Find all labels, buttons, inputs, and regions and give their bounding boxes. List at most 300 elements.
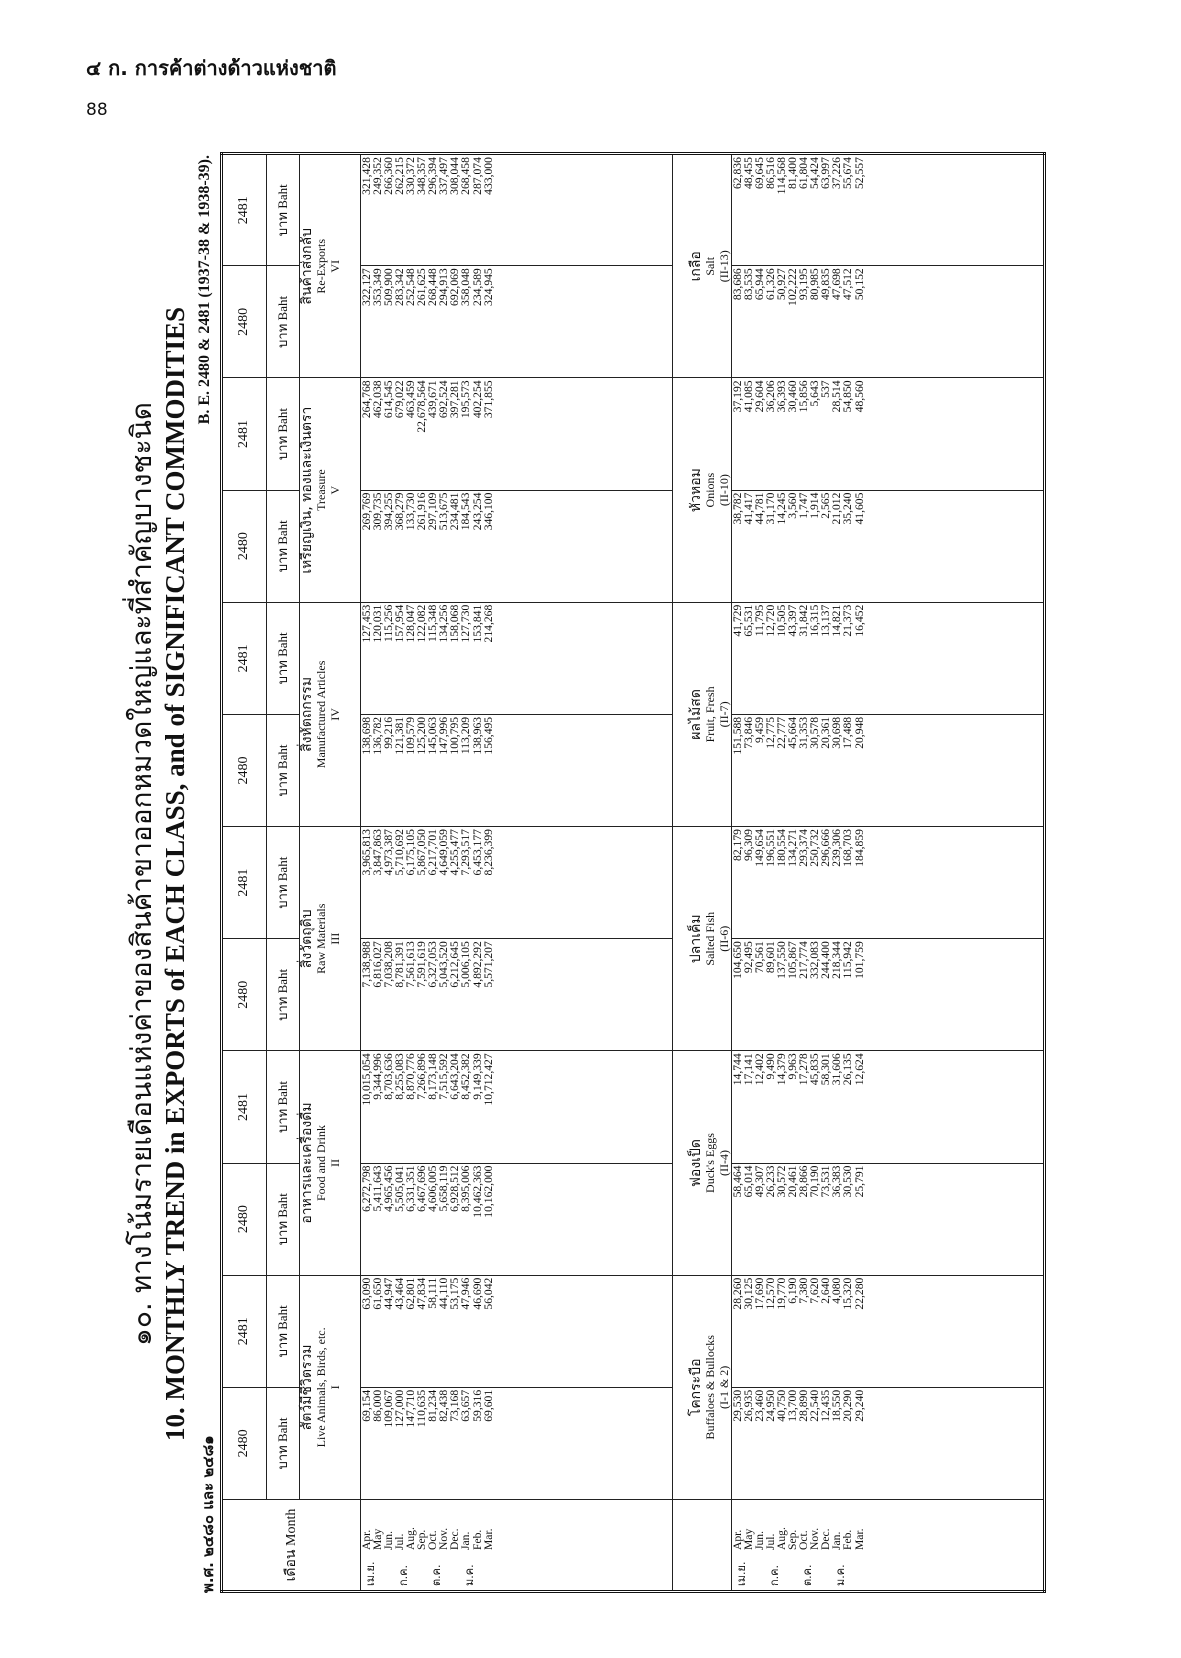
value: 30,530: [841, 1165, 855, 1198]
year-header: 2481: [222, 602, 267, 714]
class-number: V: [327, 485, 342, 495]
value: 37,192: [730, 380, 744, 413]
value: 268,448: [426, 268, 440, 306]
value: 47,698: [830, 268, 844, 301]
value: 134,271: [786, 829, 799, 867]
value: 29,530: [730, 1389, 744, 1422]
value: 80,985: [808, 268, 822, 301]
value: 73,531: [819, 1165, 833, 1198]
value: 9,490: [763, 1053, 777, 1080]
value: 353,349: [370, 268, 384, 306]
value: 58,301: [819, 1053, 833, 1086]
value: 69,601: [481, 1389, 495, 1422]
value: 73,168: [448, 1389, 462, 1422]
value: 147,996: [437, 716, 451, 755]
commodity-name-english: Onions: [702, 472, 717, 508]
value: 37,226: [830, 157, 844, 190]
value: 692,524: [437, 380, 451, 419]
value: 397,281: [448, 380, 462, 419]
class-name-thai: สิ่งวัตถุดิบ: [298, 909, 315, 969]
quarter-label: ม.ค.: [463, 1564, 477, 1586]
year-header: 2481: [222, 1275, 267, 1387]
value: 16,315: [808, 604, 822, 637]
value: 239,306: [830, 829, 844, 867]
value: 69,645: [752, 157, 766, 190]
value: 138,698: [359, 716, 373, 755]
value: 195,573: [459, 380, 473, 419]
value: 29,240: [852, 1389, 866, 1422]
value: 10,015,054: [359, 1053, 373, 1106]
value: 7,561,613: [403, 941, 417, 988]
value: 70,561: [752, 941, 766, 974]
value: 13,137: [819, 604, 833, 637]
month-label: Nov.: [808, 1527, 822, 1550]
value: 293,374: [797, 829, 811, 867]
month-label: Jan.: [459, 1531, 473, 1550]
value: 12,402: [752, 1053, 766, 1086]
value: 50,927: [774, 268, 788, 301]
value: 149,654: [752, 829, 766, 867]
value: 70,190: [808, 1165, 822, 1198]
year-header: 2480: [222, 490, 267, 602]
value: 332,083: [808, 941, 822, 979]
value: 243,254: [470, 492, 484, 531]
value: 8,255,083: [392, 1053, 406, 1100]
year-header-row: [222, 154, 267, 1592]
class-name-thai: อาหารและเครื่องดื่ม: [298, 1102, 315, 1224]
month-label: Apr.: [730, 1529, 744, 1550]
value: 41,417: [741, 492, 755, 525]
value: 63,997: [819, 157, 833, 190]
value: 7,266,896: [415, 1053, 429, 1100]
value: 115,256: [381, 604, 395, 642]
value: 36,393: [774, 380, 788, 413]
year-header: 2480: [222, 1387, 267, 1499]
value: 12,570: [763, 1277, 777, 1310]
value: 22,678,564: [415, 380, 429, 433]
unit-label: บาท Baht: [266, 1163, 299, 1275]
value: 65,014: [741, 1165, 755, 1198]
class-number: II: [327, 1159, 342, 1168]
value: 128,047: [403, 604, 417, 643]
value: 25,791: [852, 1165, 866, 1198]
values-2481: [731, 827, 1044, 939]
unit-label: บาท Baht: [266, 154, 299, 266]
value: 46,690: [470, 1277, 484, 1310]
month-header-thai: เดือน: [283, 1549, 300, 1582]
value: 296,394: [426, 157, 440, 195]
class-number: III: [327, 932, 342, 945]
value: 269,769: [359, 492, 373, 531]
class-header: [299, 154, 360, 378]
commodity-code: (II-7): [716, 701, 731, 728]
values-2480: [360, 266, 672, 378]
year-header: 2481: [222, 1051, 267, 1163]
value: 109,579: [403, 716, 417, 755]
value: 120,031: [370, 604, 384, 643]
value: 6,816,027: [370, 941, 384, 988]
value: 48,455: [741, 157, 755, 190]
month-label: May: [370, 1528, 384, 1550]
value: 102,222: [786, 268, 799, 306]
value: 127,730: [459, 604, 473, 643]
year-header: 2481: [222, 154, 267, 266]
values-2481: [360, 1051, 672, 1163]
value: 4,973,387: [381, 829, 395, 876]
value: 89,601: [763, 941, 777, 974]
value: 82,179: [730, 829, 744, 861]
quarter-label: ต.ค.: [801, 1564, 815, 1586]
value: 121,381: [392, 716, 406, 755]
values-2480: [360, 939, 672, 1051]
value: 234,481: [448, 492, 462, 531]
value: 15,856: [797, 380, 811, 413]
class-header: [299, 827, 360, 1051]
commodity-code: (II-4): [716, 1150, 731, 1177]
value: 462,038: [370, 380, 384, 419]
class-name-row: [299, 154, 360, 1592]
value: 5,043,520: [437, 941, 451, 988]
year-header: 2481: [222, 827, 267, 939]
month-label: Oct.: [426, 1530, 440, 1550]
value: 371,855: [481, 380, 495, 419]
month-label: May: [741, 1528, 755, 1550]
values-2480: [731, 1163, 1044, 1275]
value: 168,703: [841, 829, 855, 867]
value: 537: [819, 380, 833, 398]
commodity-name-english: Buffaloes & Bullocks: [702, 1335, 717, 1440]
class-number: I: [327, 1385, 342, 1390]
year-header: 2480: [222, 1163, 267, 1275]
value: 133,730: [403, 492, 417, 531]
value: 266,360: [381, 157, 395, 195]
commodity-header: [672, 378, 731, 602]
value: 7,620: [808, 1277, 822, 1304]
value: 153,841: [470, 604, 484, 643]
values-2480: [731, 490, 1044, 602]
value: 81,400: [786, 157, 799, 190]
value: 5,006,105: [459, 941, 473, 988]
class-data-row: [360, 154, 672, 1592]
value: 4,649,059: [437, 829, 451, 876]
class-name-english: Re-Exports: [313, 238, 328, 294]
value: 157,954: [392, 604, 406, 643]
commodity-code: (II-13): [716, 250, 731, 283]
value: 22,777: [774, 716, 788, 749]
quarter-label: ม.ค.: [834, 1564, 848, 1586]
quarter-label: เม.ย.: [734, 1561, 748, 1586]
value: 61,650: [370, 1277, 384, 1310]
value: 9,459: [752, 716, 766, 743]
value: 63,657: [459, 1389, 473, 1422]
month-cell: [360, 1500, 672, 1592]
unit-label: บาท Baht: [266, 714, 299, 826]
value: 83,535: [741, 268, 755, 301]
value: 8,781,391: [392, 941, 406, 988]
value: 12,435: [819, 1389, 833, 1422]
value: 127,453: [359, 604, 373, 643]
month-label: Jun.: [752, 1530, 766, 1550]
value: 4,965,456: [381, 1165, 395, 1212]
value: 20,948: [852, 716, 866, 749]
value: 252,548: [403, 268, 417, 306]
value: 5,867,050: [415, 829, 429, 876]
value: 1,747: [797, 492, 811, 519]
commodity-header: [672, 827, 731, 1051]
unit-label: บาท Baht: [266, 602, 299, 714]
value: 439,671: [426, 380, 440, 419]
value: 73,846: [741, 716, 755, 749]
value: 322,127: [359, 268, 373, 306]
value: 250,732: [808, 829, 822, 867]
commodity-month-spacer: [672, 1500, 731, 1592]
month-header-english: Month: [284, 1508, 300, 1550]
value: 17,141: [741, 1053, 755, 1086]
value: 26,233: [763, 1165, 777, 1198]
unit-label: บาท Baht: [266, 490, 299, 602]
value: 180,554: [774, 829, 788, 867]
value: 6,212,645: [448, 941, 462, 988]
value: 346,100: [481, 492, 495, 531]
value: 127,000: [392, 1389, 406, 1428]
value: 17,278: [797, 1053, 811, 1086]
value: 324,945: [481, 268, 495, 306]
quarter-label: ก.ค.: [396, 1564, 410, 1586]
class-header: [299, 602, 360, 826]
value: 218,344: [830, 941, 844, 979]
quarter-label: ต.ค.: [430, 1564, 444, 1586]
value: 20,290: [841, 1389, 855, 1422]
value: 3,965,813: [359, 829, 373, 876]
value: 5,571,207: [481, 941, 495, 988]
value: 115,942: [841, 941, 855, 979]
value: 30,578: [808, 716, 822, 749]
value: 14,245: [774, 492, 788, 525]
value: 113,209: [459, 716, 473, 755]
value: 283,342: [392, 268, 406, 306]
value: 6,467,696: [415, 1165, 429, 1212]
value: 19,770: [774, 1277, 788, 1310]
value: 330,372: [403, 157, 417, 195]
value: 101,759: [852, 941, 866, 979]
value: 2,565: [819, 492, 833, 519]
value: 54,424: [808, 157, 822, 190]
value: 8,703,636: [381, 1053, 395, 1100]
value: 99,216: [381, 716, 395, 749]
quarter-label: ก.ค.: [767, 1564, 781, 1586]
month-label: Feb.: [841, 1529, 855, 1550]
commodity-name-english: Salted Fish: [702, 911, 717, 966]
value: 6,175,105: [403, 829, 417, 876]
value: 5,658,119: [437, 1165, 451, 1212]
values-2480: [360, 1163, 672, 1275]
value: 61,326: [763, 268, 777, 301]
commodity-header: [672, 1275, 731, 1499]
value: 41,605: [852, 492, 866, 525]
value: 13,700: [786, 1389, 799, 1422]
value: 61,804: [797, 157, 811, 190]
quarter-label: เม.ย.: [363, 1561, 377, 1586]
value: 114,568: [774, 157, 788, 195]
month-label: Jul.: [392, 1533, 406, 1550]
value: 12,775: [763, 716, 777, 749]
year-header: 2481: [222, 378, 267, 490]
year-header: 2480: [222, 939, 267, 1051]
values-2481: [731, 1275, 1044, 1387]
year-header: 2480: [222, 714, 267, 826]
table-title-english: 10. MONTHLY TREND in EXPORTS of EACH CLASS, and of SIGNIFICANT COMMODITIES: [160, 307, 190, 1442]
commodity-header: [672, 154, 731, 378]
value: 49,835: [819, 268, 833, 301]
value: 6,453,177: [470, 829, 484, 876]
rotated-table-sheet: [120, 155, 1050, 1593]
value: 47,512: [841, 268, 855, 301]
value: 59,316: [470, 1389, 484, 1422]
values-2481: [360, 827, 672, 939]
value: 214,268: [481, 604, 495, 643]
value: 614,545: [381, 380, 395, 419]
value: 264,768: [359, 380, 373, 419]
class-number: IV: [327, 708, 342, 721]
value: 31,353: [797, 716, 811, 749]
value: 6,217,701: [426, 829, 440, 876]
value: 3,560: [786, 492, 799, 519]
value: 45,664: [786, 716, 799, 749]
value: 12,624: [852, 1053, 866, 1086]
value: 134,256: [437, 604, 451, 643]
value: 30,572: [774, 1165, 788, 1198]
value: 69,154: [359, 1389, 373, 1422]
value: 679,022: [392, 380, 406, 419]
value: 47,946: [459, 1277, 473, 1310]
value: 44,781: [752, 492, 766, 525]
value: 26,935: [741, 1389, 755, 1422]
value: 38,782: [730, 492, 744, 525]
month-label: Dec.: [819, 1528, 833, 1550]
value: 5,411,643: [370, 1165, 384, 1212]
value: 18,550: [830, 1389, 844, 1422]
commodity-code: (II-10): [716, 474, 731, 507]
commodity-data-row: [731, 154, 1044, 1592]
value: 110,635: [415, 1389, 429, 1428]
values-2480: [360, 714, 672, 826]
value: 2,640: [819, 1277, 833, 1304]
value: 287,074: [470, 157, 484, 195]
commodity-name-thai: ฟองเป็ด: [687, 1139, 704, 1187]
year-header: 2480: [222, 266, 267, 378]
values-2481: [731, 602, 1044, 714]
unit-row: [266, 154, 299, 1592]
unit-label: บาท Baht: [266, 1051, 299, 1163]
value: 115,348: [426, 604, 440, 642]
value: 309,735: [370, 492, 384, 531]
value: 234,589: [470, 268, 484, 306]
value: 55,674: [841, 157, 855, 190]
value: 15,320: [841, 1277, 855, 1310]
commodity-name-english: Fruit, Fresh: [702, 686, 717, 743]
commodity-code: (I-1 & 2): [716, 1365, 731, 1410]
value: 21,012: [830, 492, 844, 525]
value: 92,495: [741, 941, 755, 974]
value: 137,550: [774, 941, 788, 979]
class-name-english: Raw Materials: [313, 903, 328, 974]
value: 47,834: [415, 1277, 429, 1310]
value: 109,067: [381, 1389, 395, 1428]
value: 692,069: [448, 268, 462, 306]
month-label: Jan.: [830, 1531, 844, 1550]
value: 7,515,592: [437, 1053, 451, 1100]
value: 14,821: [830, 604, 844, 637]
value: 4,255,477: [448, 829, 462, 876]
page-number: 88: [86, 100, 108, 120]
values-2481: [731, 154, 1044, 266]
unit-label: บาท Baht: [266, 939, 299, 1051]
value: 82,438: [437, 1389, 451, 1422]
value: 5,643: [808, 380, 822, 407]
value: 40,750: [774, 1389, 788, 1422]
commodity-name-thai: โคกระบือ: [687, 1358, 704, 1417]
values-2480: [360, 490, 672, 602]
value: 28,514: [830, 380, 844, 413]
value: 249,352: [370, 157, 384, 195]
commodity-code: (II-6): [716, 925, 731, 952]
value: 268,458: [459, 157, 473, 195]
value: 54,850: [841, 380, 855, 413]
value: 308,044: [448, 157, 462, 195]
value: 65,944: [752, 268, 766, 301]
values-2481: [360, 154, 672, 266]
value: 7,380: [797, 1277, 811, 1304]
value: 81,234: [426, 1389, 440, 1422]
value: 6,643,204: [448, 1053, 462, 1100]
value: 63,090: [359, 1277, 373, 1310]
value: 86,516: [763, 157, 777, 190]
value: 35,240: [841, 492, 855, 525]
value: 14,744: [730, 1053, 744, 1086]
value: 62,836: [730, 157, 744, 190]
values-2480: [360, 1387, 672, 1499]
value: 43,397: [786, 604, 799, 637]
value: 9,149,339: [470, 1053, 484, 1100]
value: 58,111: [426, 1277, 440, 1309]
value: 30,698: [830, 716, 844, 749]
class-name-thai: เหรียญเงิน, ทองและเงินตรา: [298, 406, 315, 574]
values-2480: [731, 266, 1044, 378]
commodity-name-thai: เกลือ: [687, 251, 704, 282]
value: 294,913: [437, 268, 451, 306]
class-name-thai: สัตว์มีชีวิตรวม: [298, 1344, 315, 1431]
value: 125,200: [415, 716, 429, 755]
value: 6,331,351: [403, 1165, 417, 1212]
value: 21,373: [841, 604, 855, 637]
class-name-english: Treasure: [313, 469, 328, 511]
value: 49,307: [752, 1165, 766, 1198]
value: 297,109: [426, 492, 440, 531]
values-2480: [731, 1387, 1044, 1499]
month-label: Sep.: [415, 1529, 429, 1550]
exports-table: [220, 152, 1046, 1593]
value: 41,085: [741, 380, 755, 413]
value: 337,497: [437, 157, 451, 195]
value: 20,361: [819, 716, 833, 749]
value: 6,272,798: [359, 1165, 373, 1212]
value: 30,460: [786, 380, 799, 413]
values-2480: [731, 714, 1044, 826]
value: 10,462,363: [470, 1165, 484, 1218]
value: 151,588: [730, 716, 744, 755]
value: 7,591,619: [415, 941, 429, 988]
month-label: Aug.: [403, 1527, 417, 1550]
